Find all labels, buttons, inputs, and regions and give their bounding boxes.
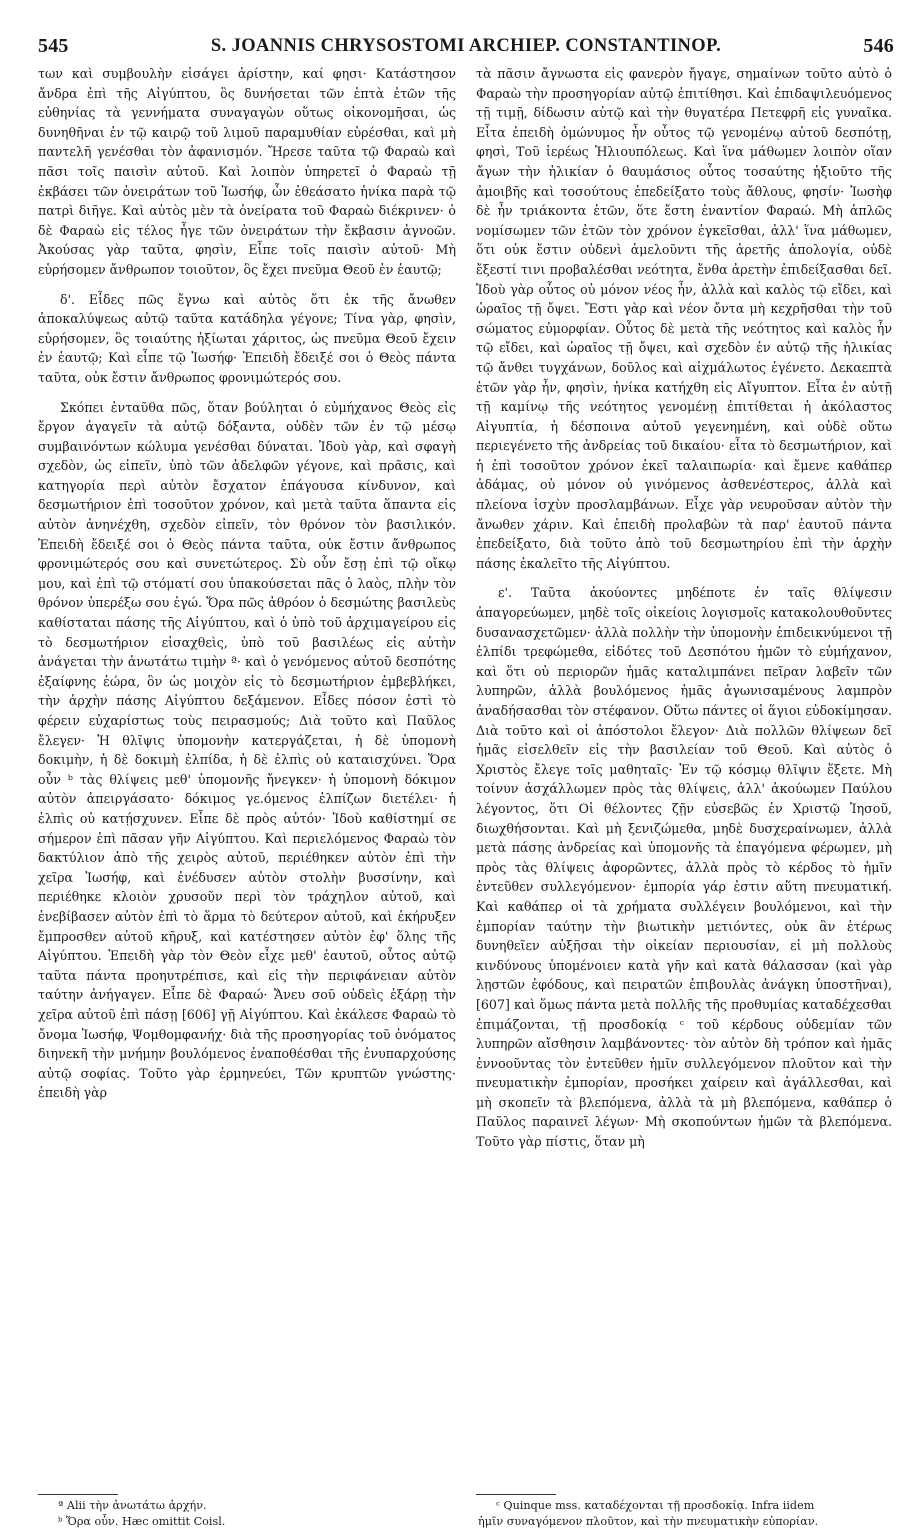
paragraph: Σκόπει ἐνταῦθα πῶς, ὅταν βούληται ὁ εὐμήχανος Θεὸς εἰς ἔργον ἀγαγεῖν τὰ αὐτῷ δόξαντα, οὐδὲν τῶν ἐν τῷ μέσῳ συμβαινόντων κώλυμα γενέσθαι δύναται. Ἰδοὺ γὰρ, καὶ σφαγὴ σχεδὸν, ὡς εἰπεῖν, ὑπὸ τῶν ἀδελφῶν γέγονε, καὶ πρᾶσις, καὶ κατηγορία περὶ αὐτὸν ἔσχατον ἐπάγουσα κίνδυνον, καὶ δεσμωτήριον ἐπὶ τοσοῦτον χρόνον, καὶ μετὰ ταῦτα ἅπαντα εἰς αὐτὸν ἀνηνέχθη, σχεδὸν εἰπεῖν, τὸν θρόνον τὸν βασιλικόν. Ἐπειδὴ ἔδειξέ σοι ὁ Θεὸς πάντα ταῦτα, οὐκ ἔστιν ἄνθρωπος φρονιμώτερός σου καὶ συνετώτερος. Σὺ οὖν ἔσῃ ἐπὶ τῷ οἴκῳ μου, καὶ ἐπὶ τῷ στόματί σου ὑπακούσεται πᾶς ὁ λαὸς, πλὴν τὸν θρόνον ὑπερέξω σου ἐγώ. Ὅρα πῶς ἀθρόον ὁ δεσμώτης βασιλεὺς καθίσταται πάσης τῆς Αἰγύπτου, καὶ ὁ ὑπὸ τοῦ ἀρχιμαγείρου εἰς τὸ δεσμωτήριον εἰσαχθεὶς, ὑπὸ τοῦ βασιλέως εἰς αὐτὴν ἀνάγεται τὴν ἀνωτάτω τιμὴν ª· καὶ ὁ γενόμενος αὐτοῦ δεσπότης ἐξαίφνης ἑώρα, ὃν ὡς μοιχὸν εἰς τὸ δεσμωτήριον ἐμβεβλήκει, τὴν ἀρχὴν πάσης Αἰγύπτου δεξάμενον. Εἶδες πόσον ἐστὶ τὸ φέρειν εὐχαρίστως τοὺς πειρασμούς; Διὰ τοῦτο καὶ Παῦλος ἔλεγεν· Ἡ θλῖψις ὑπομονὴν κατεργάζεται, ἡ δὲ ὑπομονὴ δοκιμὴν, ἡ δὲ δοκιμὴ ἐλπίδα, ἡ δὲ ἐλπὶς οὐ καταισχύνει. Ὅρα οὖν ᵇ τὰς θλίψεις μεθ' ὑπομονῆς ἤνεγκεν· ἡ ὑπομονὴ δόκιμον αὐτὸν ἀπειργάσατο· δόκιμος γε.όμενος ἐλπίζων διετέλει· ἡ ἐλπὶς οὐ κατῄσχυνεν. Εἶπε δὲ πρὸς αὐτόν· Ἰδοὺ καθίστημί σε σήμερον ἐπὶ πᾶσαν γῆν Αἰγύπτου. Καὶ περιελόμενος Φαραὼ τὸν δακτύλιον ἀπὸ τῆς χειρὸς αὐτοῦ, περιέθηκεν αὐτὸν ἐπὶ τὴν χεῖρα Ἰωσήφ, καὶ ἐνέδυσεν αὐτὸν στολὴν βυσσίνην, καὶ περιέθηκε κλοιὸν χρυσοῦν περὶ τὸν τράχηλον αὐτοῦ, καὶ ἐνεβίβασεν αὐτὸν ἐπὶ τὸ ἅρμα τὸ δεύτερον αὐτοῦ, καὶ ἐκήρυξεν ἔμπροσθεν αὐτοῦ κῆρυξ, καὶ κατέστησεν αὐτὸν ἐφ' ὅλης τῆς Αἰγύπτου. Ἐπειδὴ γὰρ τὸν Θεὸν εἶχε μεθ' ἑαυτοῦ, οὗτος αὐτῷ ταῦτα πάντα προηυτρέπισε, καὶ εἰς τὴν περιφάνειαν αὐτὸν ταύτην ἀνήγαγεν. Εἶπε δὲ Φαραώ· Ἄνευ σοῦ οὐδεὶς ἐξάρῃ τὴν χεῖρα αὐτοῦ ἐπὶ πάσῃ [606] γῇ Αἰγύπτου. Καὶ ἐκάλεσε Φαραὼ τὸ ὄνομα Ἰωσήφ, Ψομθομφανήχ· διὰ τῆς προσηγορίας τοῦ ὀνόματος διηνεκῆ τὴν μνήμην βουλόμενος ἐναποθέσθαι τῆς ἐνυπαρχούσης αὐτῷ σοφίας. Τοῦτο γὰρ ἑρμηνεύει, Τῶν κρυπτῶν γνώστης· ἐπειδὴ γὰρ: [38, 399, 456, 1101]
footnote-c-line-2: ἡμῖν συναγόμενον πλοῦτον, καὶ τὴν πνευματικὴν εὐπορίαν.: [478, 1515, 819, 1528]
right-column: [476, 64, 892, 1152]
footnote-rule-left: [38, 1494, 118, 1495]
page-header: [38, 28, 894, 64]
footnote-rule-right: [476, 1494, 556, 1495]
footnote-b: ᵇ Ὅρα οὖν. Hæc omittit Coisl.: [58, 1515, 226, 1528]
page-number-left: 545: [38, 34, 69, 57]
footnote-a: ª Alii τὴν ἀνωτάτω ἀρχήν.: [58, 1499, 207, 1512]
paragraph: τὰ πᾶσιν ἄγνωστα εἰς φανερὸν ἤγαγε, σημαίνων τοῦτο αὐτὸ ὁ Φαραὼ τὴν προσηγορίαν αὐτῷ ἐπιτίθησι. Καὶ ἐπιδαψιλευόμενος τῇ τιμῇ, δίδωσιν αὐτῷ καὶ τὴν θυγατέρα Πετεφρῆ εἰς γυναῖκα. Εἶτα ἐπειδὴ ὁμώνυμος ἦν οὗτος τῷ γενομένῳ αὐτοῦ δεσπότῃ, φησὶ, Τοῦ ἱερέως Ἡλιουπόλεως. Καὶ ἵνα μάθωμεν λοιπὸν οἵαν ἄγων τὴν ἡλικίαν ὁ θαυμάσιος οὗτος τοσαύτης ἠξιοῦτο τῆς ἀμοιβῆς καὶ τοσούτους ἐπεδείξατο τοὺς ἄθλους, φησίν· Ἰωσὴφ δὲ ἦν τριάκοντα ἐτῶν, ὅτε ἔστη ἐναντίον Φαραώ. Μὴ ἁπλῶς νομίσωμεν τῶν ἐτῶν τὸν χρόνον ἐγκεῖσθαι, ἀλλ' ἵνα μάθωμεν, ὅτι οὐκ ἔστιν οὐδενὶ ἀμελοῦντι τῆς ἀρετῆς ἀπολογία, οὐδὲ ἔξεστί τινι προβαλέσθαι νεότητα, ἔνθα ἀρετὴν ἐπιδείξασθαι δεῖ. Ἰδοὺ γὰρ οὗτος οὐ μόνον νέος ἦν, ἀλλὰ καὶ καλὸς τῷ εἴδει, καὶ ὡραῖος τῇ ὄψει. Ἔστι γὰρ καὶ νέον ὄντα μὴ κεχρῆσθαι τὴν τοῦ σώματος εὐμορφίαν. Οὗτος δὲ μετὰ τῆς νεότητος καὶ καλὸς ἦν τῷ εἴδει, καὶ ὡραῖος τῇ ὄψει, καὶ σχεδὸν ἐν αὐτῷ τῆς ἡλικίας τῷ ἄνθει τυγχάνων, δοῦλος καὶ αἰχμάλωτος ἐγένετο. Δεκαεπτὰ ἐτῶν γὰρ ἦν, φησὶν, ἡνίκα κατήχθη εἰς Αἴγυπτον. Εἶτα ἐν αὐτῇ τῇ καμίνῳ τῆς νεότητος γενομένῃ ἐπιτίθεται ἡ ἀκόλαστος Αἰγυπτία, ἡ δέσποινα αὐτοῦ γεγενημένη, καὶ οὐδὲ οὕτω περιεγένετο τῆς ἀνδρείας τοῦ δικαίου· εἶτα τὸ δεσμωτήριον, καὶ ἡ ἐπὶ τοσοῦτον χρόνον ἐκεῖ ταλαιπωρία· καὶ ἔμενε καθάπερ ἀδάμας, οὐ μόνον οὐ γινόμενος ἀσθενέστερος, ἀλλὰ καὶ πλείονα ἰσχὺν προσλαμβάνων. Εἶχε γὰρ νευροῦσαν αὐτὸν τὴν ἄνωθεν χάριν. Καὶ ἐπειδὴ προλαβὼν τὰ παρ' ἑαυτοῦ πάντα ἐπεδείξατο, διὰ τοῦτο ἀπὸ τοῦ δεσμωτηρίου ἐπὶ τὴν ἀρχὴν πάσης ἐκαλεῖτο τῆς Αἰγύπτου.: [476, 66, 892, 571]
page-number-right: 546: [863, 34, 894, 57]
footnotes-right: [478, 1498, 890, 1530]
left-column: [38, 64, 456, 1103]
paragraph: ε'. Ταῦτα ἀκούοντες μηδέποτε ἐν ταῖς θλίψεσιν ἀπαγορεύωμεν, μηδὲ τοῖς οἰκείοις λογισμοῖς κατακολουθοῦντες δυσανασχετῶμεν· ἀλλὰ πολλὴν τὴν ὑπομονὴν ἐπιδεικνύμενοι τῇ ἐλπίδι τρεφώμεθα, εἰδότες τοῦ Δεσπότου ἡμῶν τὸ εὐμήχανον, καὶ ὅτι οὐ περιορῶν ἡμᾶς καταλιμπάνει πεῖραν λαβεῖν τῶν λυπηρῶν, ἀλλὰ βουλόμενος ἡμᾶς ἀγωνισαμένους λαμπρὸν ἀναδήσασθαι τὸν στέφανον. Οὕτω πάντες οἱ ἅγιοι εὐδοκίμησαν. Διὰ τοῦτο καὶ οἱ ἀπόστολοι ἔλεγον· Διὰ πολλῶν θλίψεων δεῖ ἡμᾶς εἰσελθεῖν εἰς τὴν βασιλείαν τοῦ Θεοῦ. Καὶ αὐτὸς ὁ Χριστὸς ἔλεγε τοῖς μαθηταῖς· Ἐν τῷ κόσμῳ θλῖψιν ἕξετε. Μὴ τοίνυν ἀσχάλλωμεν πρὸς τὰς θλίψεις, ἀλλ' ἀκούωμεν Παύλου λέγοντος, ὅτι Οἱ θέλοντες ζῇν εὐσεβῶς ἐν Χριστῷ Ἰησοῦ, διωχθήσονται. Καὶ μὴ ξενιζώμεθα, μηδὲ δυσχεραίνωμεν, ἀλλὰ μετὰ πάσης ἀνδρείας καὶ ὑπομονῆς τὰ ἐπαγόμενα φέρωμεν, μὴ πρὸς τὰς θλίψεις ἀφορῶντες, ἀλλὰ πρὸς τὸ κέρδος τὸ ἡμῖν ἐντεῦθεν συλλεγόμενον· ἐμπορία γάρ ἐστιν αὕτη πνευματική. Καὶ καθάπερ οἱ τὰ χρήματα συλλέγειν βουλόμενοι, καὶ τὴν ἐμπορίαν ταύτην τὴν βιωτικὴν μετιόντες, οὐκ ἂν ἑτέρως δυνηθεῖεν αὐξῆσαι τὴν οἰκείαν περιουσίαν, εἰ μὴ πολλοὺς κινδύνους ὑπομένοιεν κατὰ γῆν καὶ κατὰ θάλασσαν (καὶ γὰρ λῃστῶν ἐφόδους, καὶ πειρατῶν ἐπιβουλὰς ἀνάγκη ὑποστῆναι), [607] καὶ ὅμως πάντα μετὰ πολλῆς τῆς προθυμίας καταδέχεσθαι ἐπιμάζονται, τῇ προσδοκίᾳ ᶜ τοῦ κέρδους οὐδεμίαν τῶν λυπηρῶν αἴσθησιν λαμβάνοντες· τὸν αὐτὸν δὴ τρόπον καὶ ἡμᾶς ἐννοοῦντας τὸν ἐντεῦθεν ἡμῖν συλλεγόμενον πλοῦτον καὶ τὴν πνευματικὴν ἐμπορίαν, προσήκει χαίρειν καὶ ἀγάλλεσθαι, καὶ μὴ σκοπεῖν τὰ βλεπόμενα, ἀλλὰ τὰ μὴ βλεπόμενα, καθάπερ ὁ Παῦλος παραινεῖ λέγων· Μὴ σκοπούντων ἡμῶν τὰ βλεπόμενα. Τοῦτο γὰρ πίστις, ὅταν μὴ: [476, 585, 892, 1150]
paragraph: δ'. Εἶδες πῶς ἔγνω καὶ αὐτὸς ὅτι ἐκ τῆς ἄνωθεν ἀποκαλύψεως αὐτῷ ταῦτα κατάδηλα γέγονε; Τίνα γὰρ, φησὶν, εὑρήσομεν, ὃς τοιαύτης ἠξίωται χάριτος, ὡς πνεῦμα Θεοῦ ἔχειν ἐν ἑαυτῷ; Καὶ εἶπε τῷ Ἰωσήφ· Ἐπειδὴ ἔδειξέ σοι ὁ Θεὸς πάντα ταῦτα, οὐκ ἔστιν ἄνθρωπος φρονιμώτερός σου.: [38, 291, 456, 385]
footnote-c-line-1: ᶜ Quinque mss. καταδέχονται τῇ προσδοκίᾳ. Infra iidem: [496, 1499, 815, 1512]
running-title: S. JOANNIS CHRYSOSTOMI ARCHIEP. CONSTANTINOP.: [210, 35, 722, 56]
footnotes-left: [58, 1498, 448, 1530]
paragraph: των καὶ συμβουλὴν εἰσάγει ἀρίστην, καί φησι· Κατάστησον ἄνδρα ἐπὶ τῆς Αἰγύπτου, ὃς δυνήσεται τῶν ἑπτὰ ἐτῶν τῆς εὐθηνίας τὰ γεννήματα συναγαγὼν οὕτως οἰκονομῆσαι, ὡς δυνηθῆναι ἐν τῷ καιρῷ τοῦ λιμοῦ παραμυθίαν εὑρέσθαι, καὶ μὴ παντελῆ γενέσθαι τὸν ἀφανισμόν. Ἤρεσε ταῦτα τῷ Φαραὼ καὶ πᾶσι τοῖς παισὶν αὐτοῦ. Καὶ λοιπὸν ὑπηρετεῖ ὁ Φαραὼ τῇ ἐκβάσει τῶν ὀνειράτων τοῦ Ἰωσήφ, ὧν ἐθεάσατο ἡνίκα παρὰ τῷ πατρὶ διῆγε. Καὶ αὐτὸς μὲν τὰ ὀνείρατα τοῦ Φαραὼ διέκρινεν· ὁ δὲ Φαραὼ εἰς τέλος ἦγε τῶν ὀνειράτων τὴν ἔκβασιν ἀγνοῶν. Ἀκούσας γὰρ ταῦτα, φησὶν, Εἶπε τοῖς παισὶν αὐτοῦ· Μὴ εὑρήσομεν ἄνθρωπον τοιοῦτον, ὃς ἔχει πνεῦμα Θεοῦ ἐν ἑαυτῷ;: [38, 66, 456, 277]
